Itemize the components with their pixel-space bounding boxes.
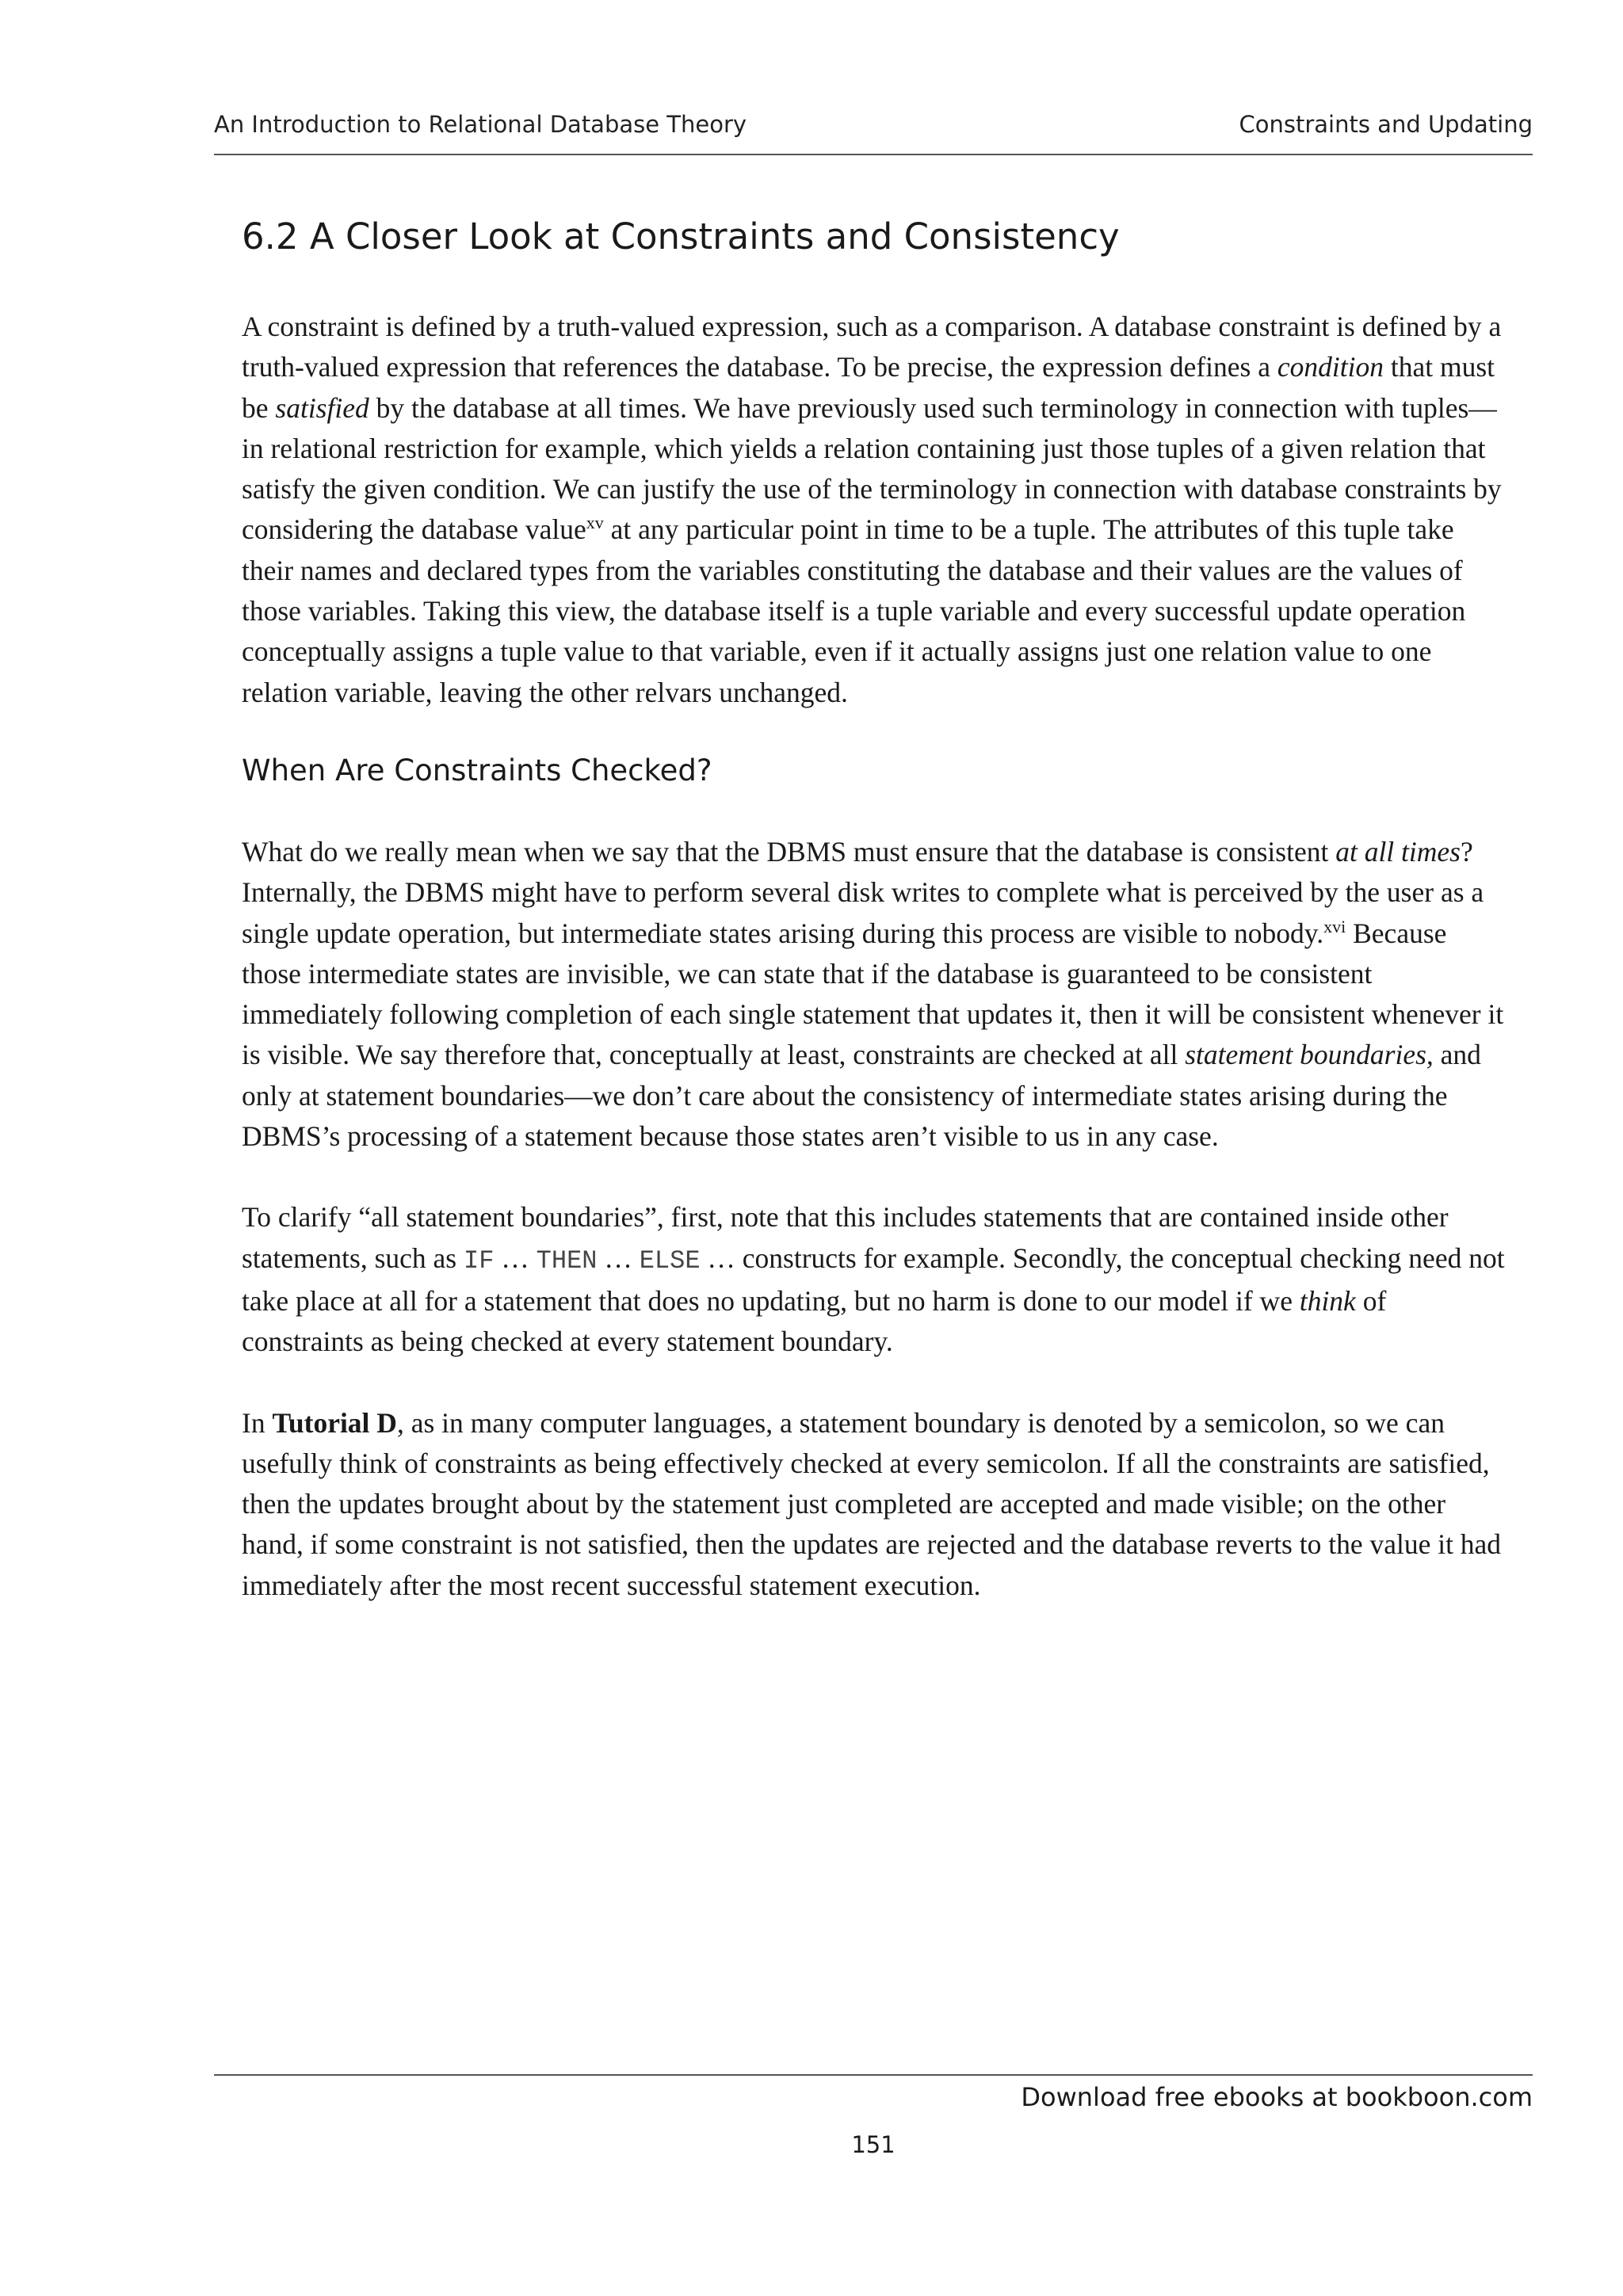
- p3-text-e: of constraints as being checked at every statement boundary.: [242, 1284, 1387, 1358]
- p3-emphasis-think: think: [1299, 1284, 1356, 1317]
- page-number: 151: [851, 2131, 896, 2158]
- p4-text-b: , as in many computer languages, a statement boundary is denoted by a semicolon, so we can usefully think of constraints as being effectively checked at every semicolon. If all the constraints are satisfied, then the updates brought about by the statement just completed are accepted and made visible; on the other hand, if some constraint is not satisfied, then the updates are rejected and the database reverts to the value it had immediately after the most recent successful statement execution.: [242, 1406, 1502, 1601]
- p1-emphasis-satisfied: satisfied: [275, 391, 369, 424]
- p2-text-c: Because those intermediate states are invisible, we can state that if the database is guaranteed to be consistent immediately following completion of each single statement that updates it, then it will be consistent whenever it is visible. We say therefore that, conceptually at least, constraints are checked at all: [242, 917, 1504, 1071]
- code-else: ELSE: [639, 1245, 701, 1276]
- header-chapter-title: Constraints and Updating: [1239, 111, 1533, 138]
- paragraph-4: [242, 1403, 1510, 1606]
- code-if: IF: [464, 1245, 495, 1276]
- p1-text-c: by the database at all times. We have previously used such terminology in connection with tuples—in relational restriction for example, which yields a relation containing just those tuples of a given relation that satisfy the given condition. We can justify the use of the terminology in connection with database constraints by considering the database value: [242, 391, 1502, 546]
- header-book-title: An Introduction to Relational Database Theory: [214, 111, 747, 138]
- download-link[interactable]: Download free ebooks at bookboon.com: [1021, 2082, 1533, 2112]
- p2-emphasis-statement-boundaries: statement boundaries,: [1185, 1039, 1434, 1071]
- subsection-heading: When Are Constraints Checked?: [242, 753, 712, 788]
- p2-text-b: ? Internally, the DBMS might have to perform several disk writes to complete what is perceived by the user as a single update operation, but intermediate states arising during this process are visible to nobody.: [242, 835, 1484, 949]
- endnote-ref-xvi[interactable]: xvi: [1323, 916, 1346, 936]
- running-header: [214, 111, 1533, 155]
- p1-emphasis-condition: condition: [1277, 351, 1384, 383]
- p4-strong-tutorial-d: Tutorial D: [272, 1406, 397, 1439]
- paragraph-1: [242, 307, 1510, 713]
- p1-text-d: at any particular point in time to be a tuple. The attributes of this tuple take their names and declared types from the variables constituting the database and their values are the values of those variables. Taking this view, the database itself is a tuple variable and every successful update operation conceptually assigns a tuple value to that variable, even if it actually assigns just one relation value to one relation variable, leaving the other relvars unchanged.: [242, 513, 1466, 708]
- p3-text-b: …: [494, 1241, 537, 1274]
- p4-text-a: In: [242, 1406, 273, 1439]
- p2-emphasis-at-all-times: at all times: [1335, 835, 1461, 868]
- endnote-ref-xv[interactable]: xv: [586, 513, 604, 533]
- paragraph-3: [242, 1197, 1510, 1362]
- p2-text-a: What do we really mean when we say that the DBMS must ensure that the database is consistent: [242, 835, 1336, 868]
- header-divider: [214, 154, 1533, 155]
- p3-text-a: To clarify “all statement boundaries”, first, note that this includes statements that are contained inside other statements, such as: [242, 1201, 1449, 1274]
- p1-text-a: A constraint is defined by a truth-valued expression, such as a comparison. A database constraint is defined by a truth-valued expression that references the database. To be precise, the expression defines a: [242, 311, 1502, 383]
- p3-text-d: … constructs for example. Secondly, the conceptual checking need not take place at all for a statement that does no updating, but no harm is done to our model if we: [242, 1241, 1505, 1317]
- p1-text-b: that must be: [242, 351, 1495, 424]
- code-then: THEN: [536, 1245, 598, 1276]
- paragraph-2: [242, 832, 1510, 1157]
- page-body: [242, 215, 1510, 1646]
- footer-divider: [214, 2074, 1533, 2076]
- p3-text-c: …: [597, 1241, 640, 1274]
- section-heading: 6.2 A Closer Look at Constraints and Consistency: [242, 215, 1120, 257]
- p2-text-d: and only at statement boundaries—we don’t care about the consistency of intermediate states arising during the DBMS’s processing of a statement because those states aren’t visible to us in any case.: [242, 1039, 1481, 1153]
